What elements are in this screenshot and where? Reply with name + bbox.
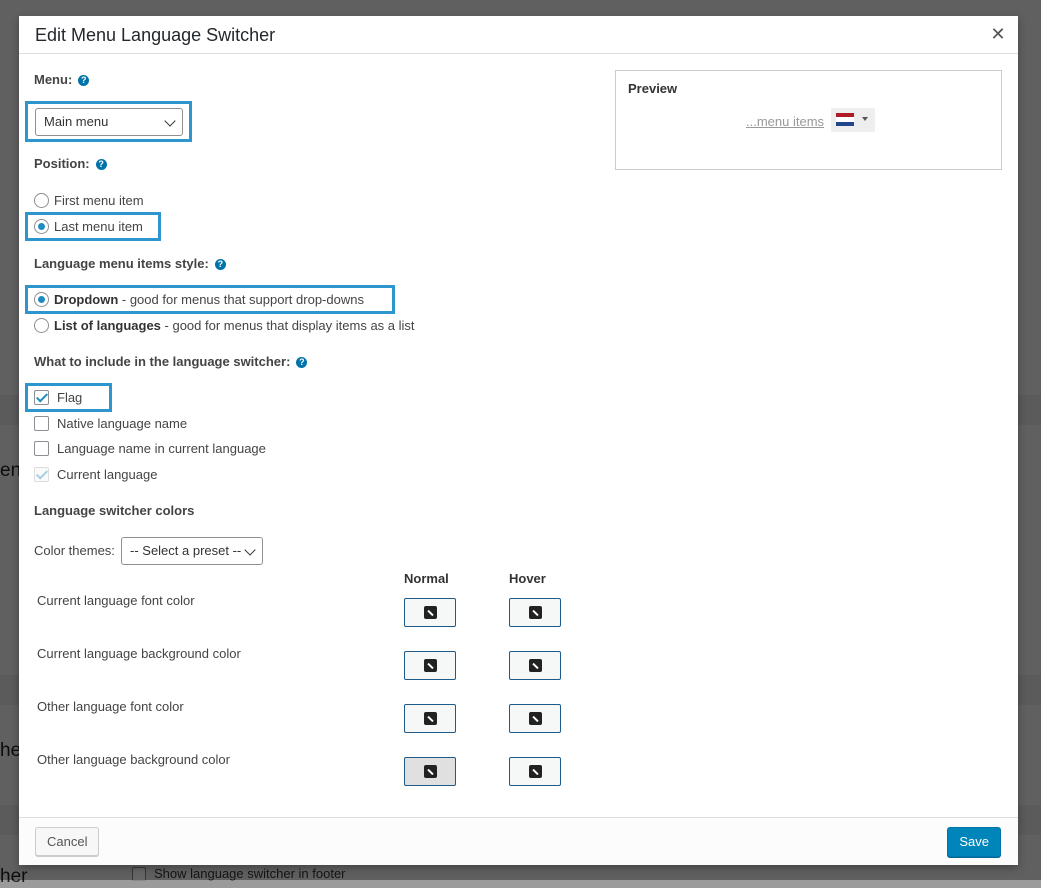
color-picker-button[interactable] [509, 704, 561, 733]
style-dropdown-desc: - good for menus that support drop-downs [118, 292, 364, 307]
current-language-name-label: Language name in current language [57, 441, 266, 456]
position-label: Position: [34, 156, 90, 171]
color-picker-icon [424, 606, 437, 619]
style-list-label [54, 318, 415, 333]
position-last-radio[interactable] [34, 219, 49, 234]
save-button[interactable]: Save [947, 827, 1001, 857]
flag-checkbox[interactable] [34, 390, 49, 405]
preview-menu-items-link[interactable]: ...menu items [746, 114, 825, 129]
color-themes-label: Color themes: [34, 543, 115, 558]
cancel-button[interactable]: Cancel [35, 827, 99, 856]
color-picker-button[interactable] [404, 757, 456, 786]
current-language-name-checkbox[interactable] [34, 441, 49, 456]
style-label: Language menu items style: [34, 256, 209, 271]
edit-menu-language-switcher-dialog [19, 16, 1018, 865]
color-picker-button[interactable] [404, 704, 456, 733]
help-icon[interactable]: ? [78, 75, 89, 86]
color-picker-icon [529, 606, 542, 619]
current-language-label: Current language [57, 467, 158, 482]
color-picker-button[interactable] [509, 757, 561, 786]
color-picker-icon [424, 659, 437, 672]
color-picker-button[interactable] [404, 598, 456, 627]
normal-column-header: Normal [404, 571, 449, 586]
color-picker-icon [529, 659, 542, 672]
flag-stripe [836, 122, 854, 126]
caret-down-icon [862, 117, 868, 121]
menu-label-row [34, 72, 89, 87]
style-label-row [34, 256, 226, 271]
color-picker-icon [424, 765, 437, 778]
include-label-row [34, 354, 307, 369]
help-icon[interactable]: ? [215, 259, 226, 270]
close-icon[interactable]: ✕ [990, 24, 1006, 44]
color-row-label: Other language background color [37, 752, 230, 767]
style-dropdown-label [54, 292, 364, 307]
native-name-label: Native language name [57, 416, 188, 431]
color-themes-select-value: -- Select a preset -- [130, 543, 242, 558]
menu-select-value: Main menu [44, 114, 109, 129]
netherlands-flag-icon [836, 113, 854, 126]
position-first-radio[interactable] [34, 193, 49, 208]
help-icon[interactable]: ? [96, 159, 107, 170]
color-row-label: Current language background color [37, 646, 241, 661]
dialog-header [19, 16, 1018, 54]
chevron-down-icon [164, 115, 175, 126]
preview-title: Preview [628, 81, 678, 96]
position-last-label: Last menu item [54, 219, 143, 234]
style-dropdown-name: Dropdown [54, 292, 119, 307]
preview-language-dropdown[interactable] [831, 108, 875, 132]
color-picker-button[interactable] [509, 598, 561, 627]
color-picker-icon [529, 765, 542, 778]
color-row-label: Other language font color [37, 699, 184, 714]
color-row-label: Current language font color [37, 593, 195, 608]
style-list-desc: - good for menus that display items as a list [160, 318, 415, 333]
preview-panel [615, 70, 1002, 170]
position-first-label: First menu item [54, 193, 144, 208]
colors-title: Language switcher colors [34, 503, 195, 518]
color-picker-button[interactable] [509, 651, 561, 680]
native-name-checkbox[interactable] [34, 416, 49, 431]
style-dropdown-radio[interactable] [34, 292, 49, 307]
style-list-name: List of languages [54, 318, 161, 333]
color-picker-icon [424, 712, 437, 725]
color-picker-button[interactable] [404, 651, 456, 680]
color-picker-icon [529, 712, 542, 725]
position-label-row [34, 156, 107, 171]
help-icon[interactable]: ? [296, 357, 307, 368]
include-label: What to include in the language switcher: [34, 354, 291, 369]
menu-select[interactable] [35, 108, 183, 136]
color-themes-select[interactable] [121, 537, 263, 565]
chevron-down-icon [244, 544, 255, 555]
flag-label: Flag [57, 390, 83, 405]
dialog-footer [19, 817, 1018, 865]
style-list-radio[interactable] [34, 318, 49, 333]
current-language-checkbox [34, 467, 49, 482]
dialog-title: Edit Menu Language Switcher [35, 25, 276, 45]
hover-column-header: Hover [509, 571, 546, 586]
menu-label: Menu: [34, 72, 73, 87]
